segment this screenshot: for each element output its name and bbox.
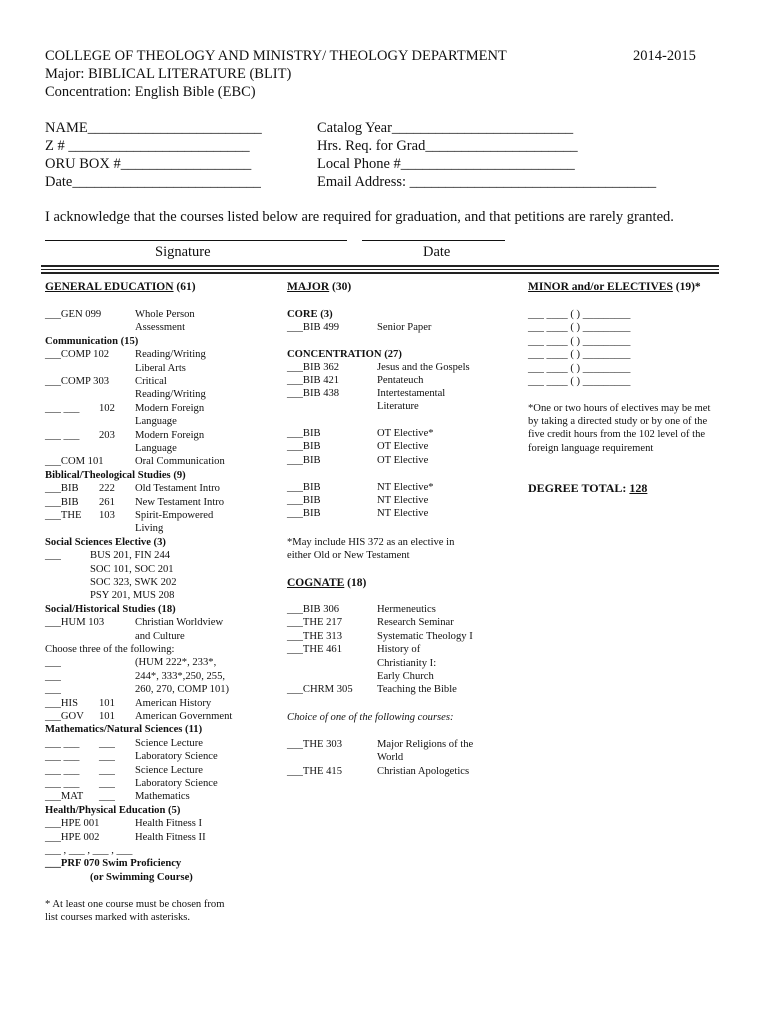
major-section-title: CORE (3)	[287, 309, 333, 320]
gen-ed-title: GENERAL EDUCATION	[45, 281, 174, 293]
major-course-title: Senior Paper	[377, 322, 432, 333]
gen-ed-course-row	[45, 750, 280, 763]
choice-course-title: World	[377, 752, 404, 764]
gen-ed-course-title: (HUM 222*, 233*,	[135, 657, 217, 669]
hours-required-field[interactable]: Hrs. Req. for Grad_____________________	[317, 138, 578, 154]
gen-ed-course-number: SOC 323, SWK 202	[90, 577, 177, 588]
gen-ed-course-row	[45, 817, 280, 830]
gen-ed-course-title: Modern Foreign	[135, 429, 205, 441]
local-phone-field[interactable]: Local Phone #________________________	[317, 156, 575, 172]
gen-ed-course-code[interactable]: ___HPE 002	[45, 831, 100, 843]
degree-total-value: 128	[629, 481, 648, 495]
major-course-title: Literature	[377, 401, 419, 412]
gen-ed-course-title: Spirit-Empowered	[135, 510, 214, 521]
major-hours: (30)	[332, 281, 352, 293]
gen-ed-section-line	[45, 723, 280, 736]
choice-label: Choice of one of the following courses:	[287, 712, 454, 723]
gen-ed-course-code[interactable]: ___	[45, 657, 61, 669]
gen-ed-course-title: and Culture	[135, 630, 185, 642]
gen-ed-course-title: Language	[135, 416, 177, 428]
gen-ed-course-number: 102	[99, 402, 115, 414]
gen-ed-course-number: 222	[99, 483, 115, 495]
major-course-code[interactable]: ___BIB 499	[287, 322, 340, 333]
gen-ed-course-title: Whole Person	[135, 309, 195, 320]
elective-entry-line[interactable]: ___ ____ ( ) _________	[528, 322, 631, 334]
gen-ed-course-title: Critical	[135, 376, 167, 387]
cognate-course-row	[287, 616, 517, 629]
gen-ed-course-title: Assessment	[135, 322, 186, 334]
gen-ed-course-number: ___	[99, 764, 115, 776]
gen-ed-course-number: 101	[99, 711, 115, 722]
gen-ed-course-number: 203	[99, 429, 115, 441]
cognate-title: COGNATE	[287, 577, 345, 589]
gen-ed-course-code[interactable]: ___ ___	[45, 764, 80, 776]
choice-course-row	[287, 765, 517, 778]
gen-ed-course-title: Oral Communication	[135, 456, 225, 468]
gen-ed-course-title: Reading/Writing	[135, 389, 206, 401]
major-course-title: OT Elective*	[377, 428, 434, 439]
gen-ed-course-code[interactable]: ___	[45, 550, 61, 562]
gen-ed-section-line	[45, 857, 280, 870]
major-course-code[interactable]: ___BIB	[287, 482, 321, 493]
gen-ed-course-row	[45, 630, 280, 643]
major-header	[287, 281, 351, 294]
gen-ed-course-title: Living	[135, 523, 164, 535]
gen-ed-course-number: ___	[99, 778, 115, 789]
gen-ed-section-text: Choose three of the following:	[45, 644, 175, 655]
gen-ed-course-row	[45, 737, 280, 750]
gen-ed-section-line	[45, 469, 280, 482]
major-course-code[interactable]: ___BIB	[287, 455, 321, 466]
gen-ed-course-row	[45, 442, 280, 455]
gen-ed-course-title: Modern Foreign	[135, 402, 205, 414]
choice-course-title: Major Religions of the	[377, 739, 474, 750]
gen-ed-course-row	[45, 375, 280, 388]
cognate-hours: (18)	[347, 577, 367, 589]
major-course-row	[287, 454, 517, 467]
cognate-course-row	[287, 683, 517, 696]
gen-ed-course-title: Health Fitness II	[135, 831, 206, 843]
major-course-row	[287, 481, 517, 494]
major-section-title: CONCENTRATION (27)	[287, 349, 402, 360]
gen-ed-section-text: Health/Physical Education (5)	[45, 804, 181, 816]
catalog-year-field[interactable]: Catalog Year_________________________	[317, 120, 574, 136]
gen-ed-course-row	[45, 670, 280, 683]
signature-date-label: Date	[423, 244, 451, 260]
gen-ed-course-code[interactable]: ___COMP 102	[45, 349, 110, 361]
elective-note-4: foreign language requirement	[528, 443, 654, 454]
major-course-row	[287, 321, 517, 334]
cognate-course-code[interactable]: ___THE 217	[287, 617, 343, 629]
elective-note-2: by taking a directed study or by one of the	[528, 416, 708, 427]
gen-ed-course-row	[45, 509, 280, 522]
choice-course-code[interactable]: ___THE 415	[287, 765, 343, 777]
gen-ed-course-number: 103	[99, 510, 115, 521]
email-field[interactable]: Email Address: __________________________________	[317, 174, 657, 190]
major-course-row	[287, 400, 517, 413]
gen-ed-course-code[interactable]: ___HIS	[45, 697, 78, 709]
cognate-course-row	[287, 630, 517, 643]
major-section-heading	[287, 348, 517, 361]
gen-ed-course-row	[45, 656, 280, 669]
gen-ed-course-row	[45, 697, 280, 710]
elective-note-3: five credit hours from the 102 level of the	[528, 429, 706, 440]
cognate-course-title: Christianity I:	[377, 657, 437, 669]
major-course-row	[287, 374, 517, 387]
major-course-title: OT Elective	[377, 441, 429, 452]
gen-ed-course-code[interactable]: ___	[45, 684, 61, 696]
major-course-title: NT Elective*	[377, 482, 434, 493]
gen-ed-course-title: Science Lecture	[135, 737, 203, 749]
gen-ed-course-row	[45, 589, 280, 602]
cognate-course-code[interactable]: ___THE 461	[287, 644, 343, 656]
gen-ed-course-row	[45, 616, 280, 629]
gen-ed-course-code[interactable]: ___HUM 103	[45, 617, 105, 629]
gen-ed-section-text: (or Swimming Course)	[90, 871, 193, 883]
gen-ed-course-title: 260, 270, COMP 101)	[135, 684, 230, 696]
choice-course-title: Christian Apologetics	[377, 765, 470, 777]
gen-ed-course-row	[45, 576, 280, 589]
major-course-code[interactable]: ___BIB	[287, 441, 321, 452]
gen-ed-section-line	[45, 536, 280, 549]
gen-ed-course-title: Laboratory Science	[135, 751, 218, 763]
major-note-1: *May include HIS 372 as an elective in	[287, 537, 455, 548]
major-section-heading	[287, 308, 517, 321]
signature-line[interactable]	[45, 240, 347, 241]
gen-ed-course-code[interactable]: ___THE	[45, 510, 82, 521]
gen-ed-course-row	[45, 710, 280, 723]
major-course-title: OT Elective	[377, 455, 429, 466]
major-course-row	[287, 494, 517, 507]
cognate-course-row	[287, 657, 517, 670]
cognate-course-title: Systematic Theology I	[377, 630, 473, 642]
gen-ed-course-number: ___	[99, 751, 115, 763]
gen-ed-section-line	[45, 844, 280, 857]
gen-ed-section-text: Mathematics/Natural Sciences (11)	[45, 724, 203, 736]
date-field[interactable]: Date__________________________	[45, 174, 261, 190]
gen-ed-header	[45, 281, 196, 294]
gen-ed-course-row	[45, 790, 280, 803]
gen-ed-course-title: Mathematics	[135, 791, 190, 803]
gen-ed-footnote-1: * At least one course must be chosen from	[45, 899, 225, 910]
gen-ed-course-title: Old Testament Intro	[135, 483, 220, 495]
acknowledgement-text: I acknowledge that the courses listed below are required for graduation, and that petitions are rarely granted.	[45, 209, 674, 225]
gen-ed-course-code[interactable]: ___ ___	[45, 402, 80, 414]
gen-ed-course-row	[45, 496, 280, 509]
concentration-line: Concentration: English Bible (EBC)	[45, 84, 256, 100]
divider-rule-middle	[41, 269, 719, 270]
gen-ed-section-line	[45, 603, 280, 616]
gen-ed-course-row	[45, 455, 280, 468]
gen-ed-course-code[interactable]: ___HPE 001	[45, 818, 100, 830]
major-note-2: either Old or New Testament	[287, 550, 410, 561]
choice-course-row	[287, 738, 517, 751]
gen-ed-course-row	[45, 348, 280, 361]
major-course-row	[287, 427, 517, 440]
gen-ed-course-title: Science Lecture	[135, 764, 203, 776]
cognate-course-title: History of	[377, 644, 421, 656]
signature-date-line[interactable]	[362, 240, 505, 241]
divider-rule-top	[41, 265, 719, 267]
gen-ed-course-title: New Testament Intro	[135, 496, 225, 508]
gen-ed-course-row	[45, 482, 280, 495]
elective-entry-line[interactable]: ___ ____ ( ) _________	[528, 376, 631, 387]
elective-entry-line[interactable]: ___ ____ ( ) _________	[528, 349, 631, 361]
gen-ed-footnote-2: list courses marked with asterisks.	[45, 912, 191, 923]
major-course-row	[287, 507, 517, 520]
gen-ed-course-number: ___	[99, 791, 115, 803]
major-course-code[interactable]: ___BIB	[287, 495, 321, 506]
degree-total	[528, 482, 647, 495]
cognate-course-title: Teaching the Bible	[377, 684, 457, 696]
gen-ed-section-text: Social Sciences Elective (3)	[45, 536, 166, 548]
gen-ed-section-text: Biblical/Theological Studies (9)	[45, 469, 186, 481]
gen-ed-course-row	[45, 549, 280, 562]
gen-ed-course-row	[45, 563, 280, 576]
cognate-course-code[interactable]: ___THE 313	[287, 630, 343, 642]
major-course-title: Pentateuch	[377, 375, 424, 386]
minor-header	[528, 281, 701, 294]
gen-ed-course-code[interactable]: ___BIB	[45, 483, 79, 495]
gen-ed-course-title: Liberal Arts	[135, 362, 186, 374]
gen-ed-course-title: Laboratory Science	[135, 778, 218, 789]
major-course-title: NT Elective	[377, 495, 429, 506]
gen-ed-course-code[interactable]: ___ ___	[45, 751, 80, 763]
cognate-course-code[interactable]: ___CHRM 305	[287, 684, 353, 696]
gen-ed-course-row	[45, 308, 280, 321]
elective-entry-line[interactable]: ___ ____ ( ) _________	[528, 335, 631, 347]
gen-ed-course-code[interactable]: ___COM 101	[45, 456, 104, 468]
degree-total-label: DEGREE TOTAL:	[528, 481, 627, 495]
gen-ed-course-row	[45, 388, 280, 401]
cognate-course-title: Early Church	[377, 671, 434, 682]
gen-ed-course-row	[45, 321, 280, 334]
gen-ed-section-text: Social/Historical Studies (18)	[45, 603, 176, 615]
gen-ed-hours: (61)	[176, 281, 196, 293]
cognate-course-row	[287, 670, 517, 683]
gen-ed-section-line	[45, 335, 280, 348]
cognate-course-row	[287, 643, 517, 656]
gen-ed-course-code[interactable]: ___MAT	[45, 791, 84, 803]
divider-rule-bottom	[41, 272, 719, 274]
academic-year: 2014-2015	[633, 48, 696, 64]
major-course-code[interactable]: ___BIB	[287, 508, 321, 519]
gen-ed-course-row	[45, 429, 280, 442]
gen-ed-section-text: ___ , ___ , ___ , ___	[45, 845, 133, 856]
major-course-row	[287, 361, 517, 374]
gen-ed-course-code[interactable]: ___ ___	[45, 737, 80, 749]
cognate-header	[287, 577, 366, 590]
gen-ed-course-row	[45, 764, 280, 777]
gen-ed-course-number: 101	[99, 697, 115, 709]
cognate-course-title: Hermeneutics	[377, 604, 436, 615]
minor-hours: (19)*	[675, 281, 701, 293]
gen-ed-course-title: Language	[135, 443, 177, 454]
gen-ed-course-code[interactable]: ___ ___	[45, 778, 80, 789]
gen-ed-course-title: Reading/Writing	[135, 349, 206, 361]
gen-ed-course-title: Christian Worldview	[135, 617, 224, 629]
gen-ed-course-number: PSY 201, MUS 208	[90, 590, 175, 602]
gen-ed-course-row	[45, 831, 280, 844]
department-title: COLLEGE OF THEOLOGY AND MINISTRY/ THEOLOGY DEPARTMENT	[45, 48, 507, 64]
gen-ed-course-row	[45, 522, 280, 535]
minor-title: MINOR and/or ELECTIVES	[528, 281, 673, 293]
choice-course-code[interactable]: ___THE 303	[287, 739, 343, 750]
name-field[interactable]: NAME________________________	[45, 120, 262, 136]
major-title: MAJOR	[287, 281, 330, 293]
major-course-row	[287, 387, 517, 400]
gen-ed-course-row	[45, 415, 280, 428]
gen-ed-course-title: 244*, 333*,250, 255,	[135, 670, 226, 682]
gen-ed-course-title: American History	[135, 697, 212, 709]
major-course-title: Jesus and the Gospels	[377, 362, 470, 373]
major-course-row	[287, 440, 517, 453]
gen-ed-course-title: Health Fitness I	[135, 818, 203, 830]
major-course-title: Intertestamental	[377, 388, 446, 399]
gen-ed-course-row	[45, 362, 280, 375]
gen-ed-course-code[interactable]: ___ ___	[45, 429, 80, 441]
gen-ed-section-line	[45, 804, 280, 817]
signature-label: Signature	[155, 244, 211, 260]
elective-entry-line[interactable]: ___ ____ ( ) _________	[528, 309, 631, 320]
gen-ed-course-code[interactable]: ___BIB	[45, 496, 79, 508]
gen-ed-section-line	[45, 871, 280, 884]
gen-ed-course-number: 261	[99, 496, 115, 508]
elective-note-1: *One or two hours of electives may be met	[528, 403, 711, 414]
cognate-course-code[interactable]: ___BIB 306	[287, 604, 340, 615]
major-course-code[interactable]: ___BIB 362	[287, 362, 340, 373]
gen-ed-course-row	[45, 402, 280, 415]
major-course-code[interactable]: ___BIB 438	[287, 388, 340, 399]
elective-entry-line[interactable]: ___ ____ ( ) _________	[528, 362, 631, 374]
major-course-title: NT Elective	[377, 508, 429, 519]
gen-ed-course-number: SOC 101, SOC 201	[90, 563, 174, 575]
choice-course-row	[287, 751, 517, 764]
major-course-code[interactable]: ___BIB	[287, 428, 321, 439]
gen-ed-section-line	[45, 643, 280, 656]
major-course-code[interactable]: ___BIB 421	[287, 375, 340, 386]
gen-ed-course-code[interactable]: ___GEN 099	[45, 309, 102, 320]
gen-ed-course-row	[45, 777, 280, 790]
gen-ed-course-number: ___	[99, 737, 115, 749]
gen-ed-course-row	[45, 683, 280, 696]
oru-box-field[interactable]: ORU BOX #__________________	[45, 156, 252, 172]
major-line: Major: BIBLICAL LITERATURE (BLIT)	[45, 66, 292, 82]
gen-ed-section-text: ___PRF 070 Swim Proficiency	[45, 858, 182, 870]
z-number-field[interactable]: Z # _________________________	[45, 138, 250, 154]
gen-ed-course-code[interactable]: ___	[45, 670, 61, 682]
gen-ed-course-code[interactable]: ___COMP 303	[45, 376, 110, 387]
gen-ed-course-code[interactable]: ___GOV	[45, 711, 84, 722]
gen-ed-course-number: BUS 201, FIN 244	[90, 550, 171, 562]
gen-ed-section-text: Communication (15)	[45, 335, 139, 347]
cognate-course-row	[287, 603, 517, 616]
gen-ed-course-title: American Government	[135, 711, 233, 722]
cognate-course-title: Research Seminar	[377, 617, 454, 629]
